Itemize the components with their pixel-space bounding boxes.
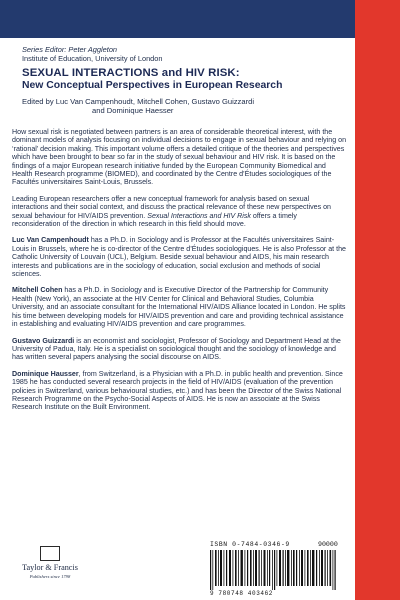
bio-hausser — [12, 370, 347, 412]
series-editor-institution: Institute of Education, University of London — [22, 53, 163, 63]
series-editor: Series Editor: Peter Aggleton — [22, 45, 118, 54]
barcode-bars — [210, 550, 342, 590]
blurb-paragraph-1: How sexual risk is negotiated between partners is an area of considerable theoretical interest, with the dominant models of analysis focusing on individual decisions to engage in sexual behaviour and relying on ‘rational’ decision making. This important volume offers a detailed critique of the theories and perspectives which have been brought to bear so far in the study of sexual behaviour and HIV risk. It is based on the findings of a major European research initiative funded by the European Community Biomedical and Health Research programme (BIOMED), and coordinated by the Centre d’Études sociologiques of the Facultés universitaires Saint-Louis, Brussels. — [12, 127, 347, 187]
publisher-name: Taylor & Francis — [22, 563, 78, 572]
bio-text: has a Ph.D. in Sociology and is Executive Director of the Partnership for Community Health (New York), an associate at the HIV Center for Clinical and Behavioral Studies, Columbia University, and an associate consultant for the International HIV/AIDS Alliance located in London. He splits his time between developing models for HIV/AIDS prevention and care and providing technical assistance in establishing and evaluating HIV/AIDS prevention and care programmes. — [12, 286, 346, 329]
isbn-text: ISBN 0-7484-0346-9 — [210, 541, 290, 548]
blurb-p2-end: offers a timely reconsideration of the direction in which research in this field should move. — [12, 211, 297, 229]
bio-name: Luc Van Campenhoudt — [12, 236, 89, 245]
bio-name: Gustavo Guizzardi — [12, 336, 75, 345]
bio-name: Mitchell Cohen — [12, 286, 63, 295]
book-subtitle: New Conceptual Perspectives in European Research — [22, 79, 283, 91]
cover-text — [12, 46, 347, 420]
edited-by-line-2: and Dominique Haesser — [92, 106, 174, 116]
blurb-paragraph-2 — [12, 195, 347, 229]
edited-by-line-1: Edited by Luc Van Campenhoudt, Mitchell Cohen, Gustavo Guizzardi — [22, 96, 255, 106]
price-code: 90000 — [318, 541, 338, 548]
cover-footer — [0, 540, 355, 600]
bio-guizzardi — [12, 337, 347, 362]
bio-text: has a Ph.D. in Sociology and is Professor at the Facultés universitaires Saint-Louis in Brussels, where he is co-director of the Centre d’Études sociologiques. He is also Professor at the Catholic University of Louvain (UCL), Belgium. Beside sexual behaviour and AIDS, his main research interests and publications are in the sociology of education, social exclusion and methods of social sciences. — [12, 236, 346, 279]
isbn-barcode — [206, 540, 346, 598]
spine-red-strip — [355, 0, 400, 600]
publisher-box-logo-icon — [40, 546, 60, 561]
blurb-p2-title: Sexual Interactions and HIV Risk — [147, 211, 251, 220]
cover-header-band — [0, 0, 355, 38]
blurb-p2-start: Leading European researchers offer a new conceptual framework for analysis based on sexual interactions and their social context, and discuss the practical relevance of these new perspectives on sexual behaviour for HIV/AIDS prevention. — [12, 194, 332, 220]
edited-by — [22, 97, 347, 116]
bio-cohen — [12, 286, 347, 328]
bio-van-campenhoudt — [12, 236, 347, 278]
bio-text: , from Switzerland, is a Physician with a Ph.D. in public health and prevention. Since 1985 he has conducted several research projects in the field of HIV/AIDS (evaluation of the prevention policies in Switzerland, various behavioural studies, etc.) and has been the Director of the Swiss National Research Programme on the Psycho-Social Aspects of AIDS. He is now an associate at the Swiss Research Institute on the Built Environment. — [12, 369, 343, 412]
bio-text: is an economist and sociologist, Professor of Sociology and Department Head at the University of Padua, Italy. He is a specialist on sociological thought and the sociology of knowledge and has written several papers analysing the social discourse on AIDS. — [12, 336, 341, 362]
book-title: SEXUAL INTERACTIONS and HIV RISK: — [22, 67, 240, 80]
publisher-tagline: Publishers since 1798 — [29, 574, 71, 579]
ean-number: 9 780748 403462 — [210, 590, 274, 597]
bio-name: Dominique Hausser — [12, 369, 79, 378]
publisher-logo — [22, 546, 78, 592]
